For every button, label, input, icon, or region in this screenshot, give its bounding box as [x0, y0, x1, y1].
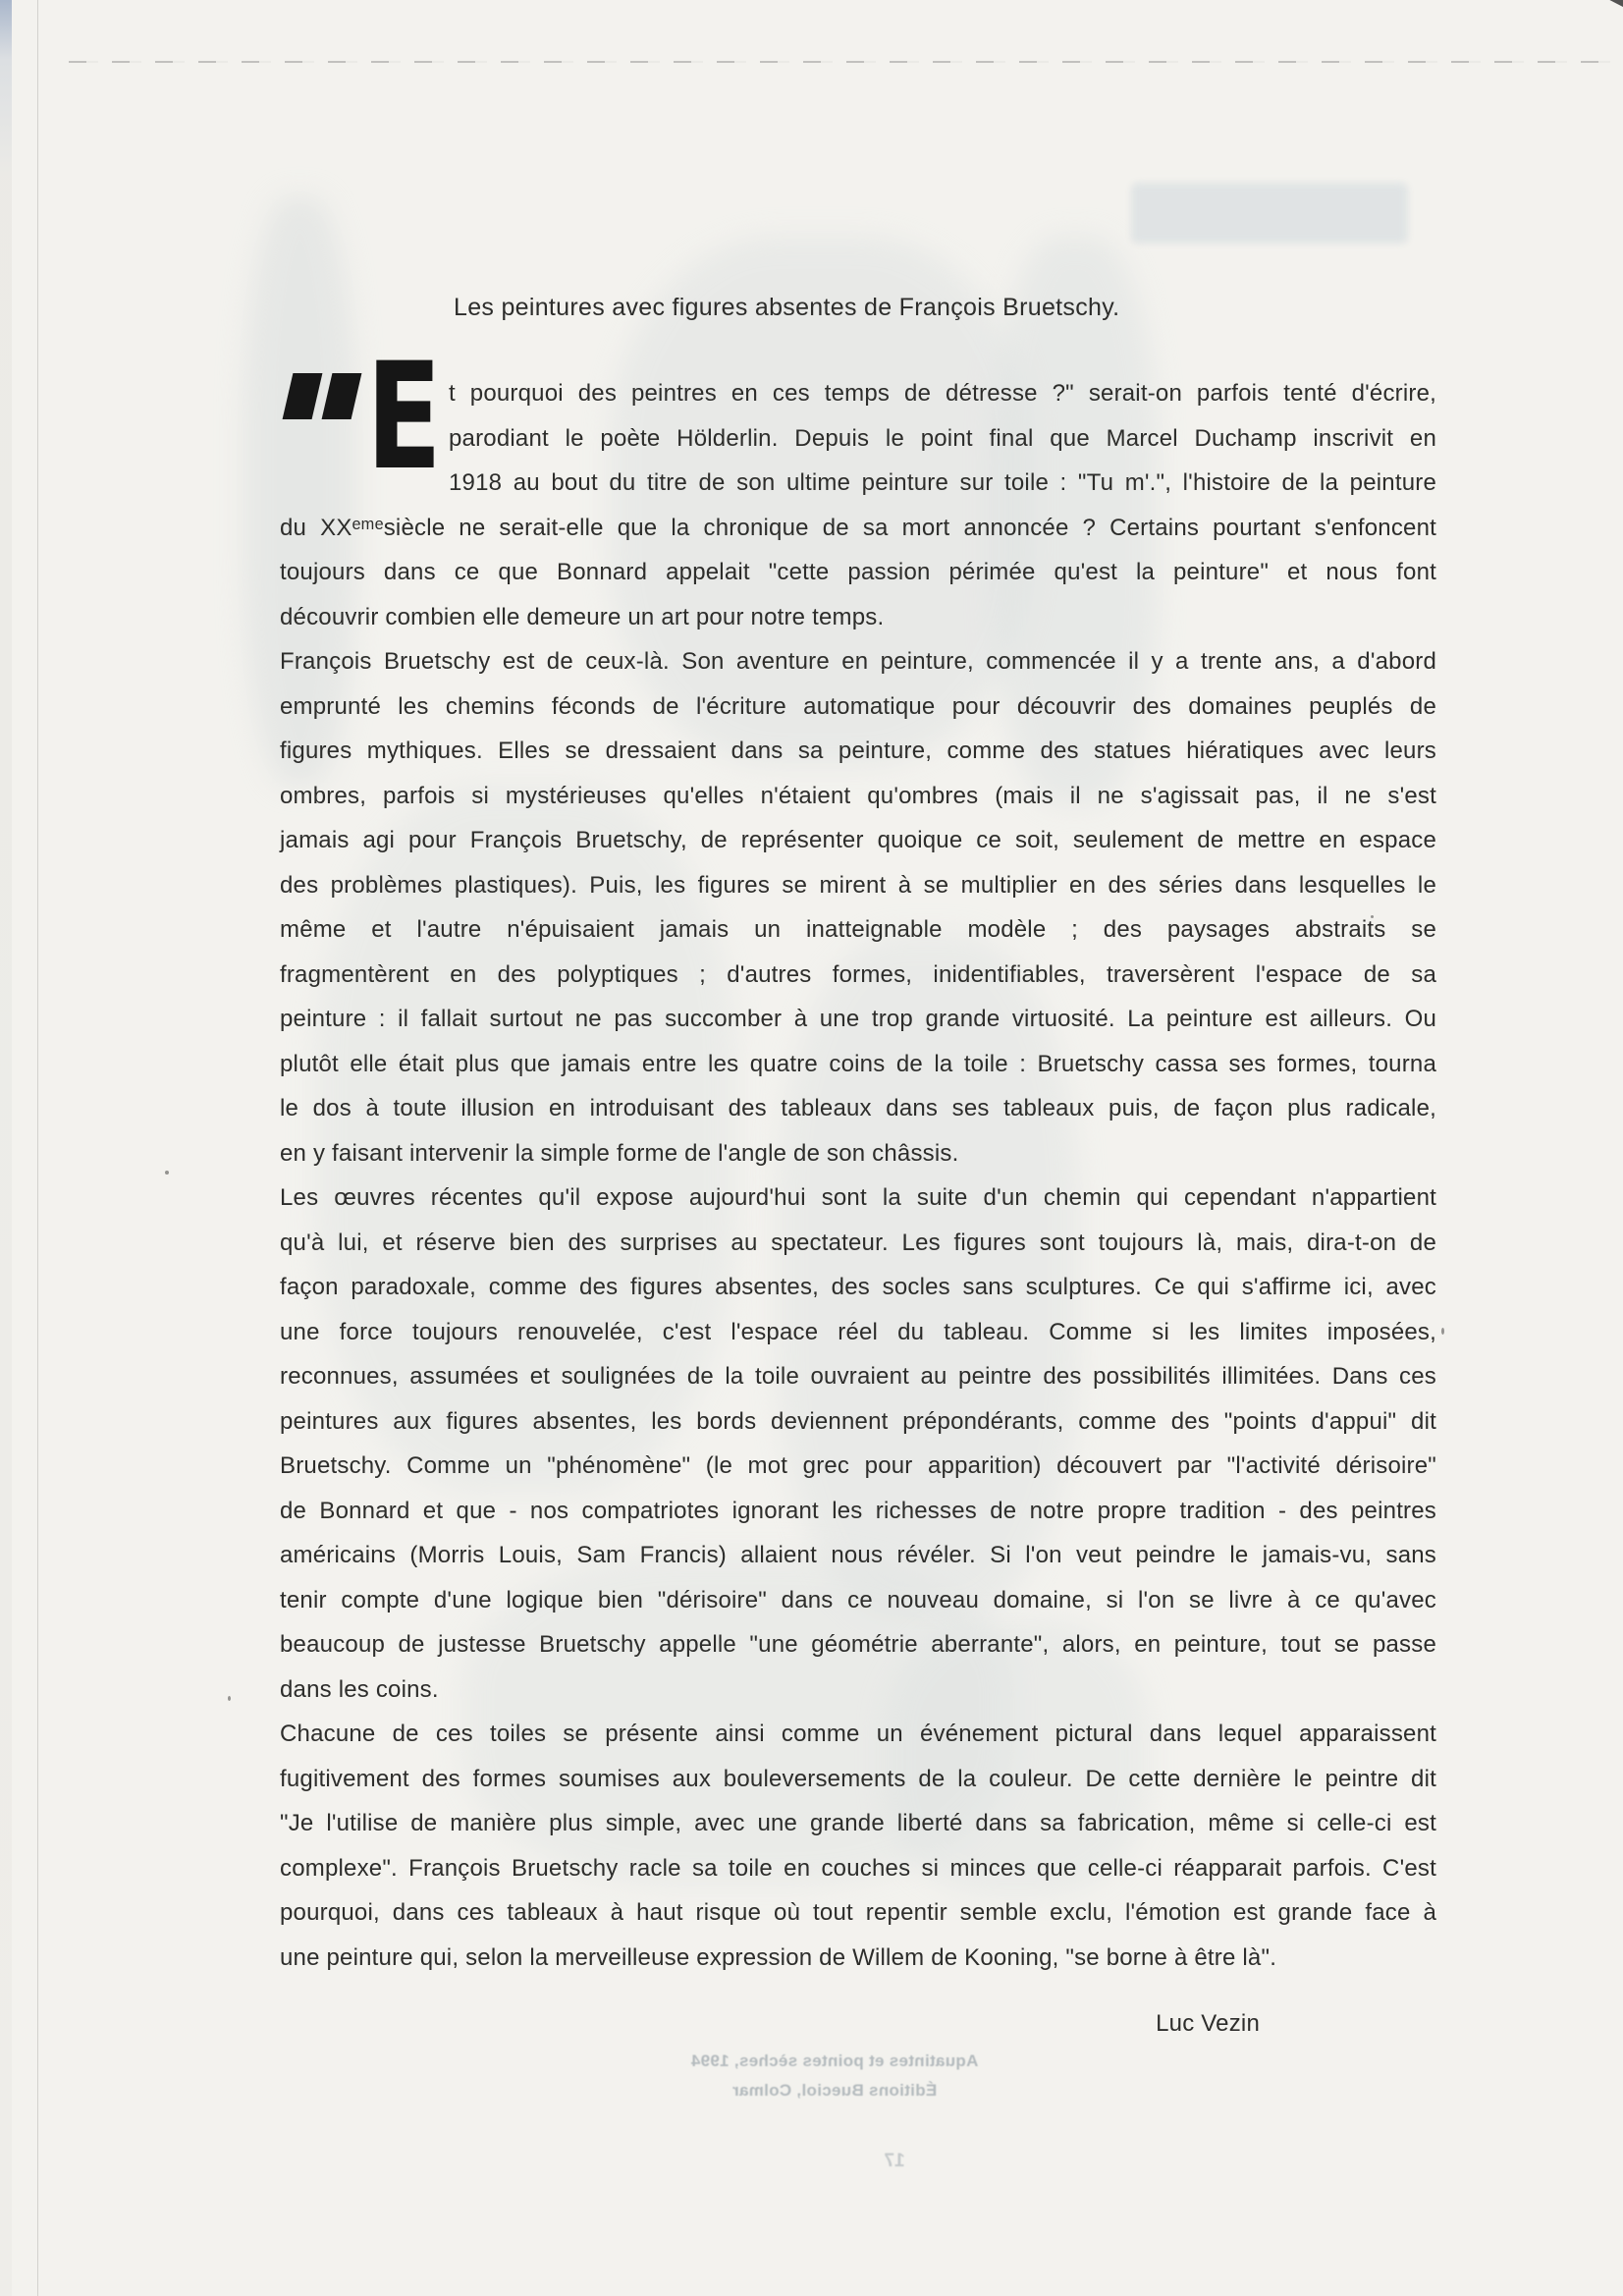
body-line: tenir compte d'une logique bien "dérisoire" dans ce nouveau domaine, si l'on se livre à ce qu'avec: [280, 1586, 1436, 1613]
paper-speck: [228, 1696, 231, 1701]
body-line: "Je l'utilise de manière plus simple, avec une grande liberté dans sa fabrication, même si celle-ci est: [280, 1810, 1436, 1836]
body-line: peinture : il fallait surtout ne pas succomber à une trop grande virtuosité. La peinture est ailleurs. Ou: [280, 1006, 1436, 1032]
open-quote-icon: [283, 373, 323, 419]
scanline-artifact: [69, 61, 1623, 63]
verso-caption-line: Aquatintes et pointes sèches, 1994: [690, 2051, 979, 2070]
body-line: façon paradoxale, comme des figures absentes, des socles sans sculptures. Ce qui s'affirme ici, avec: [280, 1274, 1436, 1300]
open-quote-icon: [322, 373, 362, 419]
body-line: François Bruetschy est de ceux-là. Son aventure en peinture, commencée il y a trente ans, a d'abord: [280, 648, 1436, 675]
body-line: reconnues, assumées et soulignées de la toile ouvraient au peintre des possibilités illimitées. Dans ces: [280, 1363, 1436, 1390]
body-line: en y faisant intervenir la simple forme de l'angle de son châssis.: [280, 1139, 959, 1167]
body-line: pourquoi, dans ces tableaux à haut risque où tout repentir semble exclu, l'émotion est grande face à: [280, 1899, 1436, 1926]
body-line: une force toujours renouvelée, c'est l'espace réel du tableau. Comme si les limites imposées,: [280, 1318, 1436, 1345]
body-line: beaucoup de justesse Bruetschy appelle "une géométrie aberrante", alors, en peinture, tout se passe: [280, 1631, 1436, 1658]
body-line: de Bonnard et que - nos compatriotes ignorant les richesses de notre propre tradition - des peintres: [280, 1497, 1436, 1524]
body-line: parodiant le poète Hölderlin. Depuis le point final que Marcel Duchamp inscrivit en: [449, 424, 1436, 452]
body-line: fugitivement des formes soumises aux bouleversements de la couleur. De cette dernière le peintre dit: [280, 1765, 1436, 1792]
verso-showthrough-page-number: 17: [884, 2151, 905, 2171]
verso-caption-line: Éditions Bueciol, Colmar: [731, 2081, 938, 2100]
body-line: dans les coins.: [280, 1675, 439, 1703]
body-line: des problèmes plastiques). Puis, les figures se mirent à se multiplier en des séries dans lesquelles le: [280, 871, 1436, 899]
body-line: ombres, parfois si mystérieuses qu'elles n'étaient qu'ombres (mais il ne s'agissait pas, il ne s'est: [280, 782, 1436, 809]
drop-cap: [280, 332, 447, 503]
body-line: figures mythiques. Elles se dressaient dans sa peinture, comme des statues hiératiques avec leurs: [280, 738, 1436, 764]
body-line: une peinture qui, selon la merveilleuse expression de Willem de Kooning, "se borne à être là".: [280, 1943, 1277, 1971]
body-line: 1918 au bout du titre de son ultime peinture sur toile : "Tu m'.", l'histoire de la peinture: [449, 469, 1436, 496]
body-line: américains (Morris Louis, Sam Francis) allaient nous révéler. Si l'on veut peindre le jamais-vu, sans: [280, 1542, 1436, 1568]
verso-showthrough-caption: [628, 2047, 1041, 2105]
scan-corner-mark: [1607, 0, 1623, 7]
body-line: le dos à toute illusion en introduisant des tableaux dans ses tableaux puis, de façon plus radicale,: [280, 1095, 1436, 1121]
showthrough-artwork-blob: [1131, 183, 1408, 244]
drop-cap-letter: E: [366, 332, 442, 503]
body-line: peintures aux figures absentes, les bords deviennent prépondérants, comme des "points d'appui" dit: [280, 1407, 1436, 1435]
paper-fold-line: [37, 0, 38, 2296]
scan-left-paper-edge: [0, 0, 12, 2296]
page-title: Les peintures avec figures absentes de François Bruetschy.: [454, 294, 1120, 321]
body-line: Les œuvres récentes qu'il expose aujourd'hui sont la suite d'un chemin qui cependant n'appartient: [280, 1184, 1436, 1211]
body-line: emprunté les chemins féconds de l'écriture automatique pour découvrir des domaines peuplés de: [280, 692, 1436, 720]
body-line: t pourquoi des peintres en ces temps de détresse ?" serait-on parfois tenté d'écrire,: [449, 380, 1436, 407]
body-line: Bruetschy. Comme un "phénomène" (le mot grec pour apparition) découvert par "l'activité dérisoire": [280, 1452, 1436, 1479]
body-line: du XXᵉᵐᵉsiècle ne serait-elle que la chronique de sa mort annoncée ? Certains pourtant s'enfoncent: [280, 514, 1436, 541]
body-line: complexe". François Bruetschy racle sa toile en couches si minces que celle-ci réapparait parfois. C'est: [280, 1854, 1436, 1882]
body-text: [280, 332, 1436, 2046]
paper-speck: [165, 1171, 169, 1175]
body-line: fragmentèrent en des polyptiques ; d'autres formes, inidentifiables, traversèrent l'espace de sa: [280, 960, 1436, 988]
body-line: jamais agi pour François Bruetschy, de représenter quoique ce soit, seulement de mettre en espace: [280, 827, 1436, 853]
body-line: plutôt elle était plus que jamais entre les quatre coins de la toile : Bruetschy cassa ses formes, tourna: [280, 1050, 1436, 1077]
body-line: toujours dans ce que Bonnard appelait "cette passion périmée qu'est la peinture" et nous font: [280, 559, 1436, 585]
paper-speck: [1441, 1328, 1444, 1335]
body-line: Chacune de ces toiles se présente ainsi comme un événement pictural dans lequel apparaissent: [280, 1721, 1436, 1747]
body-line: découvrir combien elle demeure un art pour notre temps.: [280, 603, 885, 630]
body-line: qu'à lui, et réserve bien des surprises au spectateur. Les figures sont toujours là, mais, dira-t-on de: [280, 1229, 1436, 1256]
body-line: même et l'autre n'épuisaient jamais un inatteignable modèle ; des paysages abstraits se: [280, 916, 1436, 943]
author-signature: Luc Vezin: [1156, 2010, 1260, 2037]
